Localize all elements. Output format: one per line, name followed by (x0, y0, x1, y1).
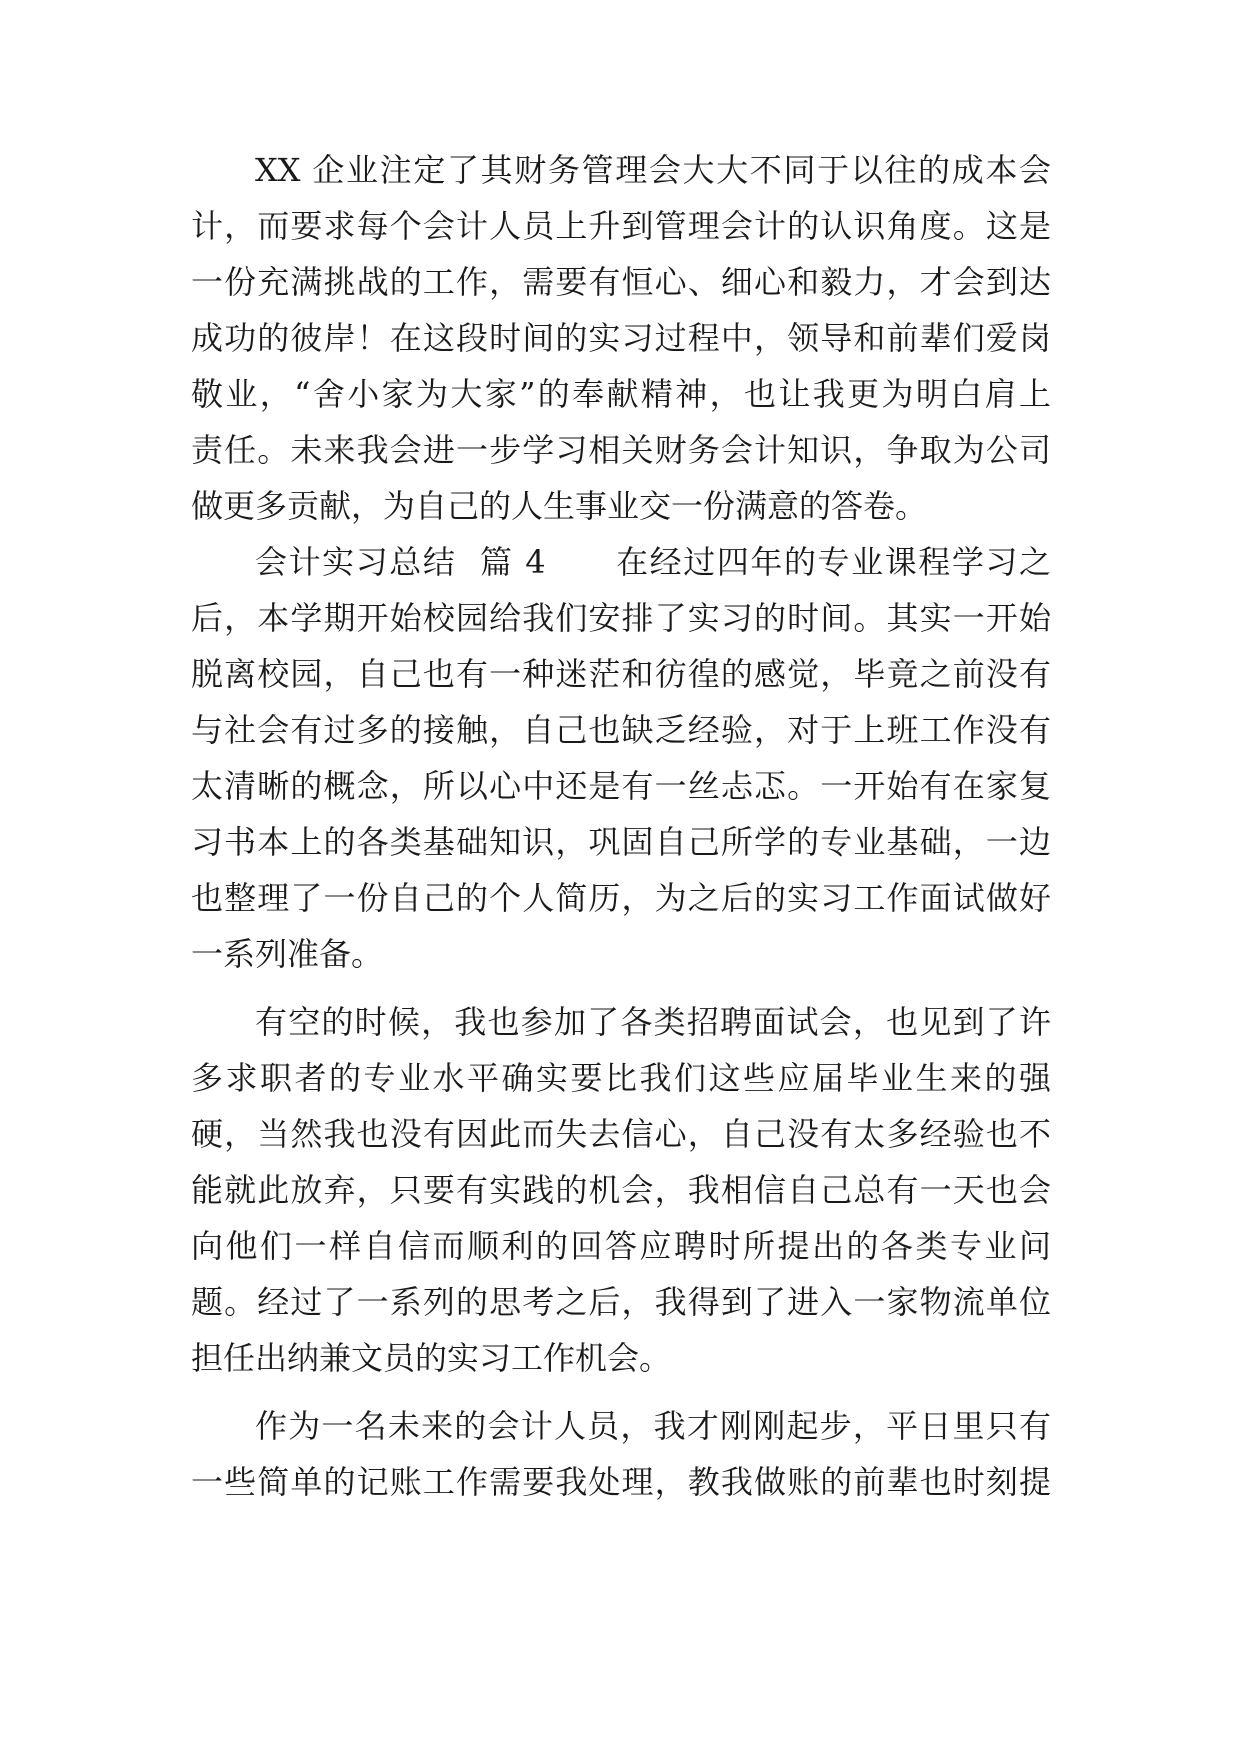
text-line: 敬业，“舍小家为大家”的奉献精神，也让我更为明白肩上 (191, 375, 1051, 413)
text-line: 硬，当然我也没有因此而失去信心，自己没有太多经验也不 (191, 1115, 1051, 1153)
text-line: 一些简单的记账工作需要我处理，教我做账的前辈也时刻提 (191, 1463, 1051, 1501)
text-line: 责任。未来我会进一步学习相关财务会计知识，争取为公司 (191, 431, 1051, 469)
text-line: 向他们一样自信而顺利的回答应聘时所提出的各类专业问 (191, 1227, 1051, 1265)
text-line: 多求职者的专业水平确实要比我们这些应届毕业生来的强 (191, 1059, 1051, 1097)
text-line: 作为一名未来的会计人员，我才刚刚起步，平日里只有 (255, 1407, 1051, 1445)
text-line: 题。经过了一系列的思考之后，我得到了进入一家物流单位 (191, 1283, 1051, 1321)
text-line: 计，而要求每个会计人员上升到管理会计的认识角度。这是 (191, 207, 1051, 245)
text-line: 习书本上的各类基础知识，巩固自己所学的专业基础，一边 (191, 823, 1051, 861)
text-line: 也整理了一份自己的个人简历，为之后的实习工作面试做好 (191, 879, 1051, 917)
text-line: 一系列准备。 (191, 935, 384, 973)
text-line: 担任出纳兼文员的实习工作机会。 (191, 1339, 672, 1377)
text-line: 与社会有过多的接触，自己也缺乏经验，对于上班工作没有 (191, 711, 1051, 749)
text-line: 成功的彼岸！在这段时间的实习过程中，领导和前辈们爱岗 (191, 319, 1051, 357)
text-line: 做更多贡献，为自己的人生事业交一份满意的答卷。 (191, 487, 928, 525)
text-line: XX 企业注定了其财务管理会大大不同于以往的成本会 (255, 151, 1051, 189)
text-line: 一份充满挑战的工作，需要有恒心、细心和毅力，才会到达 (191, 263, 1051, 301)
section-heading-line: 会计实习总结 篇 4 在经过四年的专业课程学习之 (255, 543, 1051, 581)
text-line: 有空的时候，我也参加了各类招聘面试会，也见到了许 (255, 1003, 1051, 1041)
text-line: 脱离校园，自己也有一种迷茫和彷徨的感觉，毕竟之前没有 (191, 655, 1051, 693)
text-line: 能就此放弃，只要有实践的机会，我相信自己总有一天也会 (191, 1171, 1051, 1209)
text-line: 后，本学期开始校园给我们安排了实习的时间。其实一开始 (191, 599, 1051, 637)
text-line: 太清晰的概念，所以心中还是有一丝忐忑。一开始有在家复 (191, 767, 1051, 805)
